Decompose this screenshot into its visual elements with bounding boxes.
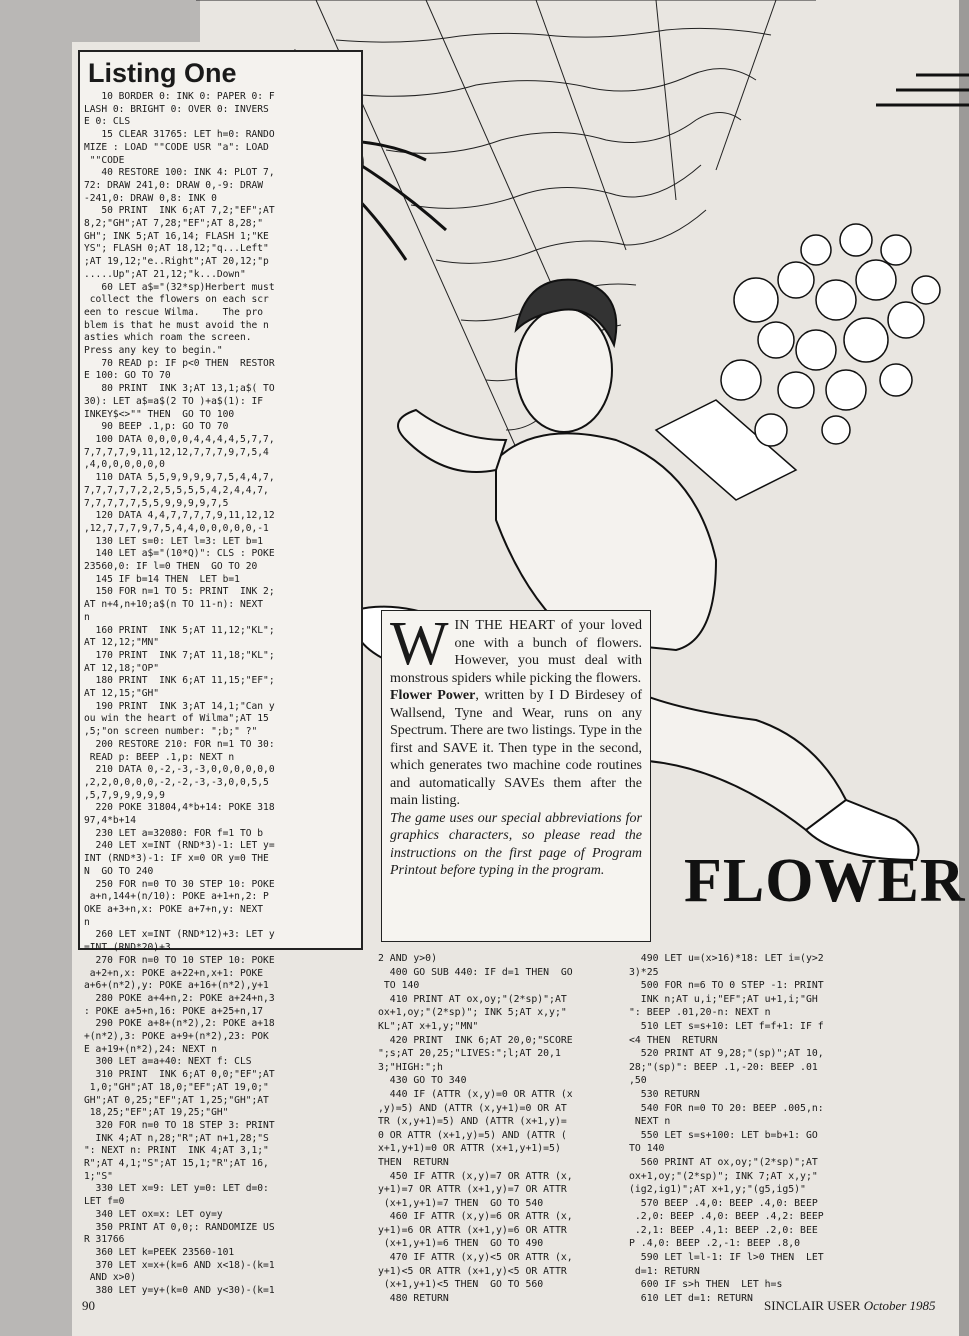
page-margin-top xyxy=(0,0,200,42)
listing-one-panel xyxy=(78,50,363,1297)
intro-paragraph-1: IN THE HEART of your loved one with a bunch of flowers. However, you must deal with monstrous spiders while picking the flowers. xyxy=(390,618,642,686)
page-margin-left xyxy=(0,0,72,1336)
page-number: 90 xyxy=(82,1298,95,1313)
headline-flower-power: FLOWER xyxy=(684,847,966,915)
headline-clip xyxy=(684,840,969,930)
intro-box xyxy=(381,610,651,942)
listing-column-right xyxy=(625,952,945,1312)
issue-date: October 1985 xyxy=(863,1298,936,1313)
decorative-lines xyxy=(876,75,969,105)
magazine-name: SINCLAIR USER xyxy=(764,1298,861,1313)
bouquet-drawing xyxy=(656,224,940,500)
listing-code-left: 10 BORDER 0: INK 0: PAPER 0: F LASH 0: BRIGHT 0: OVER 0: INVERS E 0: CLS 15 CLEAR 31765: LET h=0: RANDO MIZE : LOAD ""CODE USR "a": LOAD ""CODE 40 RESTORE 100: INK 4: PLOT 7, 72: DRAW 241,0: DRAW 0,-9: DRAW -241,0: DRAW 0,8: INK 0 50 PRINT INK 6;AT 7,2;"EF";AT 8,2;"GH";AT 7,28;"EF";AT 8,28;" GH"; INK 5;AT 16,14; FLASH 1;"KE YS"; FLASH 0;AT 18,12;"q...Left" ;AT 19,12;"e..Right";AT 20,12;"p .....Up";AT 21,12;"k...Down" 60 LET a$="(32*sp)Herbert must collect the flowers on each scr een to rescue Wilma. The pro blem is that he must avoid the n asties which roam the screen. Press any key to begin." 70 READ p: IF p<0 THEN RESTOR E 100: GO TO 70 80 PRINT INK 3;AT 13,1;a$( TO 30): LET a$=a$(2 TO )+a$(1): IF INKEY$<>"" THEN GO TO 100 90 BEEP .1,p: GO TO 70 100 DATA 0,0,0,0,4,4,4,4,5,7,7, 7,7,7,7,9,11,12,12,7,7,7,9,7,5,4 ,4,0,0,0,0,0,0 110 DATA 5,5,9,9,9,9,7,5,4,4,7, 7,7,7,7,7,2,2,5,5,5,5,4,2,4,4,7, 7,7,7,7,7,5,5,9,9,9,9,7,5 120 DATA 4,4,7,7,7,7,9,11,12,12 ,12,7,7,7,9,7,5,4,4,0,0,0,0,0,-1 130 LET s=0: LET l=3: LET b=1 140 LET a$="(10*Q)": CLS : POKE 23560,0: IF l=0 THEN GO TO 20 145 IF b=14 THEN LET b=1 150 FOR n=1 TO 5: PRINT INK 2; AT n+4,n+10;a$(n TO 11-n): NEXT n 160 PRINT INK 5;AT 11,12;"KL"; AT 12,12;"MN" 170 PRINT INK 7;AT 11,18;"KL"; AT 12,18;"OP" 180 PRINT INK 6;AT 11,15;"EF"; AT 12,15;"GH" 190 PRINT INK 3;AT 14,1;"Can y ou win the heart of Wilma";AT 15 ,5;"on screen number: ";b;" ?" 200 RESTORE 210: FOR n=1 TO 30: READ p: BEEP .1,p: NEXT n 210 DATA 0,-2,-3,-3,0,0,0,0,0,0 ,2,2,0,0,0,0,-2,-2,-3,-3,0,0,5,5 ,5,7,9,9,9,9,9 220 POKE 31804,4*b+14: POKE 318 97,4*b+14 230 LET a=32080: FOR f=1 TO b 240 LET x=INT (RND*3)-1: LET y= INT (RND*3)-1: IF x=0 OR y=0 THE N GO TO 240 250 FOR n=0 TO 30 STEP 10: POKE a+n,144+(n/10): POKE a+1+n,2: P OKE a+3+n,x: POKE a+7+n,y: NEXT n 260 LET x=INT (RND*12)+3: LET y =INT (RND*20)+3 270 FOR n=0 TO 10 STEP 10: POKE a+2+n,x: POKE a+22+n,x+1: POKE a+6+(n*2),y: POKE a+16+(n*2),y+1 280 POKE a+4+n,2: POKE a+24+n,3 : POKE a+5+n,16: POKE a+25+n,17 290 POKE a+8+(n*2),2: POKE a+18 +(n*2),3: POKE a+9+(n*2),23: POK E a+19+(n*2),24: NEXT n 300 LET a=a+40: NEXT f: CLS 310 PRINT INK 6;AT 0,0;"EF";AT 1,0;"GH";AT 18,0;"EF";AT 19,0;" GH";AT 0,25;"EF";AT 1,25;"GH";AT 18,25;"EF";AT 19,25;"GH" 320 FOR n=0 TO 18 STEP 3: PRINT INK 4;AT n,28;"R";AT n+1,28;"S ": NEXT n: PRINT INK 4;AT 3,1;" R";AT 4,1;"S";AT 15,1;"R";AT 16, 1;"S" 330 LET x=9: LET y=0: LET d=0: LET f=0 340 LET ox=x: LET oy=y 350 PRINT AT 0,0;: RANDOMIZE US R 31766 360 LET k=PEEK 23560-101 370 LET x=x+(k=6 AND x<18)-(k=1 AND x>0) 380 LET y=y+(k=0 AND y<30)-(k=1 xyxy=(84,91,275,1297)
listing-column-middle xyxy=(374,952,610,1312)
listing-code-middle: 2 AND y>0) 400 GO SUB 440: IF d=1 THEN GO TO 140 410 PRINT AT ox,oy;"(2*sp)";AT ox+1,oy;"(2*sp)"; INK 5;AT x,y;" KL";AT x+1,y;"MN" 420 PRINT INK 6;AT 20,0;"SCORE ";s;AT 20,25;"LIVES:";l;AT 20,1 3;"HIGH:";h 430 GO TO 340 440 IF (ATTR (x,y)=0 OR ATTR (x ,y)=5) AND (ATTR (x,y+1)=0 OR AT TR (x,y+1)=5) AND (ATTR (x+1,y)= 0 OR ATTR (x+1,y)=5) AND (ATTR ( x+1,y+1)=0 OR ATTR (x+1,y+1)=5) THEN RETURN 450 IF ATTR (x,y)=7 OR ATTR (x, y+1)=7 OR ATTR (x+1,y)=7 OR ATTR (x+1,y+1)=7 THEN GO TO 540 460 IF ATTR (x,y)=6 OR ATTR (x, y+1)=6 OR ATTR (x+1,y)=6 OR ATTR (x+1,y+1)=6 THEN GO TO 490 470 IF ATTR (x,y)<5 OR ATTR (x, y+1)<5 OR ATTR (x+1,y)<5 OR ATTR (x+1,y+1)<5 THEN GO TO 560 480 RETURN xyxy=(378,953,573,1304)
magazine-footer xyxy=(764,1298,936,1314)
listing-code-right: 490 LET u=(x>16)*18: LET i=(y>2 3)*25 500 FOR n=6 TO 0 STEP -1: PRINT INK n;AT u,i;"EF";AT u+1,i;"GH ": BEEP .01,20-n: NEXT n 510 LET s=s+10: LET f=f+1: IF f <4 THEN RETURN 520 PRINT AT 9,28;"(sp)";AT 10, 28;"(sp)": BEEP .1,-20: BEEP .01 ,50 530 RETURN 540 FOR n=0 TO 20: BEEP .005,n: NEXT n 550 LET s=s+100: LET b=b+1: GO TO 140 560 PRINT AT ox,oy;"(2*sp)";AT ox+1,oy;"(2*sp)"; INK 7;AT x,y;" (ig2,ig1)";AT x+1,y;"(g5,ig5)" 570 BEEP .4,0: BEEP .4,0: BEEP .2,0: BEEP .4,0: BEEP .4,2: BEEP .2,1: BEEP .4,1: BEEP .2,0: BEE P .4,0: BEEP .2,-1: BEEP .8,0 590 LET l=l-1: IF l>0 THEN LET d=1: RETURN 600 IF s>h THEN LET h=s 610 LET d=1: RETURN xyxy=(629,953,824,1304)
title-flower-power: Flower Power xyxy=(390,688,476,703)
intro-paragraph-2 xyxy=(390,687,642,810)
listing-title: Listing One xyxy=(88,58,237,88)
intro-paragraph-2-text: , written by I D Birdesey of Wallsend, Tyne and Wear, runs on any Spectrum. There are two listings. Type in the first and SAVE it. Then type in the second, which generates two machine code routines and automatically SAVEs them after the main listing. xyxy=(390,688,642,808)
dropcap: W xyxy=(390,610,449,678)
intro-note: The game uses our special abbreviations for graphics characters, so please read the instructions on the first page of Program Printout before typing in the program. xyxy=(390,810,642,878)
intro-paragraph-3 xyxy=(390,810,642,880)
